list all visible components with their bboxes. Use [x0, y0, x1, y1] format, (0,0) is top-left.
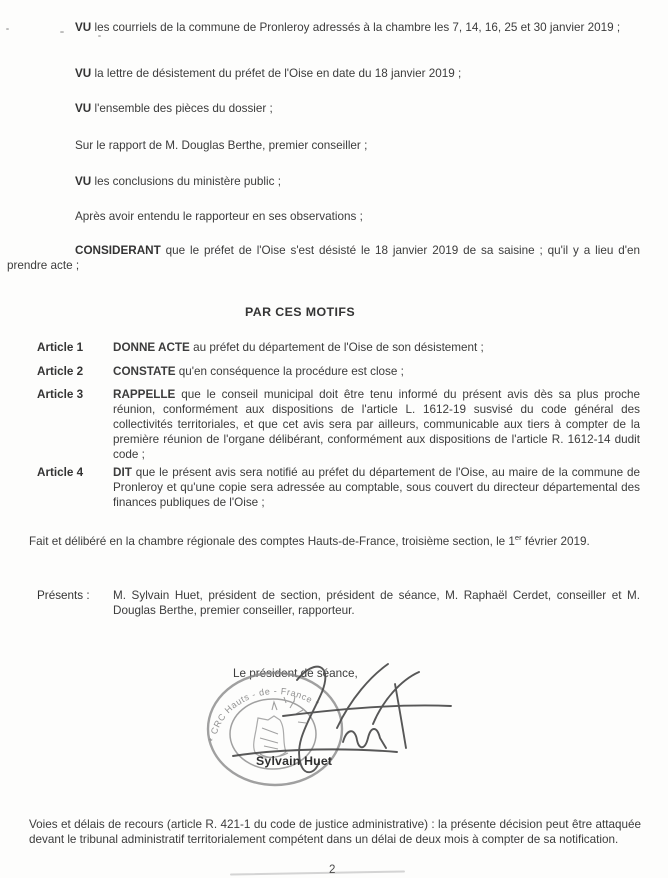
article-row-2: [37, 364, 640, 379]
article-row-1: [37, 340, 640, 355]
recital-paragraph: [30, 66, 640, 81]
recital-paragraph: [30, 138, 640, 153]
article-body: [113, 465, 640, 510]
recital-text: l'ensemble des pièces du dossier ;: [91, 102, 273, 115]
motifs-heading: PAR CES MOTIFS: [244, 305, 355, 319]
presents-row: [37, 588, 640, 618]
considerant-paragraph: [7, 243, 640, 273]
article-row-3: [37, 387, 640, 462]
article-label: Article 4: [37, 466, 84, 479]
page-number: 2: [329, 864, 336, 876]
recital-paragraph: [30, 20, 640, 35]
article-verb: CONSTATE: [113, 365, 176, 378]
recital-text: les conclusions du ministère public ;: [91, 175, 281, 188]
closing-sup: er: [514, 533, 522, 543]
article-text: que le conseil municipal doit être tenu informé du présent avis dès sa plus proche réunion, conformément aux dispositions de l'article L. 1612-19 susvisé du code général des collectivités territoriales, et que cet avis sera par ailleurs, communicable aux tiers à compter de la première réunion de l'organe délibérant, conformément aux dispositions de l'article R. 1612-14 dudit code ;: [113, 388, 640, 461]
scan-artifact-line: [230, 870, 405, 875]
closing-statement: [29, 534, 640, 549]
recital-lead: VU: [75, 21, 92, 34]
recital-lead: VU: [75, 102, 92, 115]
article-text: au préfet du département de l'Oise de son désistement ;: [189, 341, 484, 354]
article-verb: RAPPELLE: [113, 388, 176, 401]
article-label: Article 3: [37, 388, 84, 401]
recital-text: Après avoir entendu le rapporteur en ses observations ;: [75, 210, 363, 223]
recital-text: Sur le rapport de M. Douglas Berthe, premier conseiller ;: [75, 139, 368, 152]
presents-text: M. Sylvain Huet, président de section, président de séance, M. Raphaël Cerdet, conseiller et M. Douglas Berthe, premier conseiller, rapporteur.: [113, 589, 640, 617]
recital-paragraph: [30, 101, 640, 116]
recourse-notice: Voies et délais de recours (article R. 421-1 du code de justice administrative) : la présente décision peut être attaquée devant le tribunal administratif territorialement compétent dans un délai de deux mois à compter de sa notification.: [29, 818, 641, 846]
article-row-4: [37, 465, 640, 510]
closing-part1: Fait et délibéré en la chambre régionale des comptes Hauts-de-France, troisième section, le 1: [29, 535, 515, 548]
scan-speck: [98, 35, 101, 37]
article-body: [113, 364, 640, 379]
closing-part2: février 2019.: [521, 535, 590, 548]
recital-lead: VU: [75, 175, 92, 188]
article-verb: DIT: [113, 466, 132, 479]
recital-text: les courriels de la commune de Pronleroy adressés à la chambre les 7, 14, 16, 25 et 30 janvier 2019 ;: [91, 21, 621, 34]
recital-text: la lettre de désistement du préfet de l'Oise en date du 18 janvier 2019 ;: [91, 67, 462, 80]
article-verb: DONNE ACTE: [113, 341, 190, 354]
handwritten-signature: [225, 650, 485, 790]
article-text: qu'en conséquence la procédure est close ;: [175, 365, 404, 378]
considerant-text: que le préfet de l'Oise s'est désisté le 18 janvier 2019 de sa saisine ; qu'il y a lieu d'en prendre acte ;: [7, 244, 640, 272]
article-text: que le présent avis sera notifié au préfet du département de l'Oise, au maire de la commune de Pronleroy et qu'une copie sera adressée au comptable, sous couvert du directeur départemental des finances publiques de l'Oise ;: [113, 466, 640, 509]
article-label: Article 2: [37, 365, 84, 378]
scan-speck: [6, 28, 9, 30]
signatory-name: Sylvain Huet: [256, 754, 333, 768]
recital-lead: VU: [75, 67, 92, 80]
recital-paragraph: [30, 209, 640, 224]
presents-label: Présents :: [37, 589, 90, 602]
article-label: Article 1: [37, 341, 84, 354]
considerant-lead: CONSIDERANT: [75, 244, 161, 257]
article-body: [113, 340, 640, 355]
stamp-arc-text: * CRC Hauts - de - France *: [207, 686, 322, 743]
recital-paragraph: [30, 174, 640, 189]
signature-caption: Le président de séance,: [233, 667, 358, 680]
article-body: [113, 387, 640, 462]
